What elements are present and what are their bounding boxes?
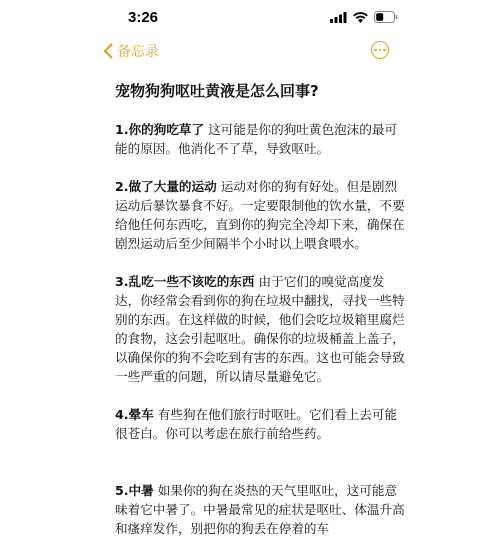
status-icons (330, 11, 398, 23)
more-options-button[interactable] (371, 41, 389, 59)
paragraph-heading: 2.做了大量的运动 (115, 179, 217, 194)
paragraph-body: 运动对你的狗有好处。但是剧烈运动后暴饮暴食不好。一定要限制他的饮水量，不要给他任何东西吃，直到你的狗完全冷却下来，确保在剧烈运动后至少间隔半个小时以上喂食喂水。 (115, 179, 405, 251)
note-title: 宠物狗狗呕吐黄液是怎么回事? (115, 82, 319, 100)
nav-bar (0, 36, 500, 66)
more-icon-dot (374, 49, 376, 51)
note-paragraph (115, 272, 405, 386)
wifi-icon (353, 12, 368, 23)
note-paragraph (115, 177, 405, 253)
note-paragraph (115, 481, 405, 538)
battery-icon (374, 11, 398, 23)
paragraph-heading: 1.你的狗吃草了 (115, 122, 205, 137)
more-icon-dot (383, 49, 385, 51)
paragraph-body: 如果你的狗在炎热的天气里呕吐，这可能意味着它中暑了。中暑最常见的症状是呕吐、体温升高和瘙痒发作，别把你的狗丢在停着的车 (115, 483, 405, 536)
paragraph-heading: 5.中暑 (115, 483, 154, 498)
back-button[interactable] (103, 41, 159, 61)
paragraph-body: 这可能是你的狗吐黄色泡沫的最可能的原因。他消化不了草，导致呕吐。 (115, 122, 398, 156)
cellular-signal-icon (330, 12, 347, 23)
paragraph-heading: 4.晕车 (115, 407, 154, 422)
chevron-left-icon (103, 43, 113, 59)
note-content[interactable] (115, 80, 405, 557)
more-icon-dot (379, 49, 381, 51)
status-bar (0, 0, 500, 36)
paragraph-body: 有些狗在他们旅行时呕吐。它们看上去可能很苍白。你可以考虑在旅行前给些药。 (115, 407, 398, 441)
note-paragraph (115, 120, 405, 158)
status-time: 3:26 (128, 9, 159, 26)
paragraph-body: 由于它们的嗅觉高度发达，你经常会看到你的狗在垃圾中翻找，寻找一些特别的东西。在这样做的时候，他们会吃垃圾箱里腐烂的食物，这会引起呕吐。确保你的垃圾桶盖上盖子，以确保你的狗不会吃到有害的东西。这也可能会导致一些严重的问题，所以请尽量避免它。 (115, 274, 405, 384)
paragraph-heading: 3.乱吃一些不该吃的东西 (115, 274, 255, 289)
back-label: 备忘录 (117, 44, 159, 60)
note-paragraph (115, 405, 405, 443)
